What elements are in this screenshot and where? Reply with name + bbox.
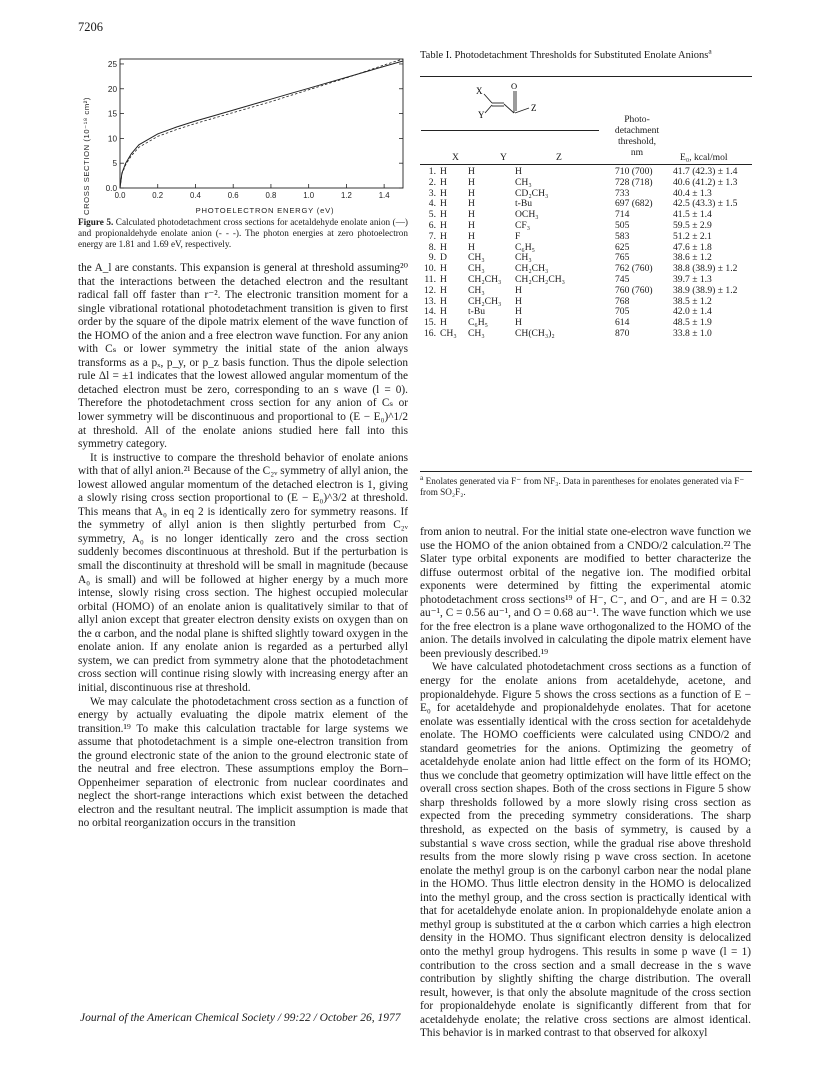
cell-z: t-Bu: [515, 198, 533, 210]
cell-y: CH₂CH₃: [468, 273, 502, 285]
cell-x: H: [440, 166, 447, 177]
cell-y: t-Bu: [468, 306, 486, 318]
cell-e0: 41.5 ± 1.4: [673, 209, 712, 221]
cell-y: H: [468, 219, 475, 231]
cell-threshold-nm: 625: [615, 241, 630, 253]
x-tick-label: 0.6: [227, 191, 239, 200]
x-tick-label: 1.4: [378, 191, 390, 200]
table-row: [420, 178, 752, 189]
cell-z: CH₃: [515, 252, 532, 264]
y-tick-label: 5: [112, 159, 117, 169]
cell-z: H: [515, 306, 522, 318]
x-tick-label: 1.0: [303, 191, 315, 200]
cell-y: CH₃: [468, 252, 485, 264]
cell-threshold-nm: 745: [615, 273, 630, 285]
series-line-solid: [120, 61, 403, 188]
cell-x: H: [440, 317, 447, 329]
cell-x: H: [440, 198, 447, 210]
cell-z: CH(CH₃)₂: [515, 327, 555, 339]
cell-e0: 59.5 ± 2.9: [673, 219, 712, 231]
row-number: 1.: [428, 166, 436, 177]
cell-x: H: [440, 176, 447, 188]
cell-x: H: [440, 230, 447, 242]
cell-threshold-nm: 705: [615, 306, 630, 318]
cell-y: CH₃: [468, 327, 485, 339]
cell-z: C₆H₅: [515, 241, 536, 253]
cell-threshold-nm: 870: [615, 327, 630, 339]
y-tick-label: 20: [107, 84, 117, 94]
cell-x: H: [440, 219, 447, 231]
cell-e0: 40.6 (41.2) ± 1.3: [673, 176, 738, 188]
cell-e0: 41.7 (42.3) ± 1.4: [673, 166, 738, 177]
structure-atom-o: O: [511, 81, 518, 91]
x-tick-label: 0.0: [114, 191, 126, 200]
cell-z: CH₃: [515, 176, 532, 188]
journal-footer: Journal of the American Chemical Society / 99:22 / October 26, 1977: [80, 1012, 401, 1024]
cell-x: H: [440, 284, 447, 296]
cell-x: H: [440, 295, 447, 307]
cell-threshold-nm: 614: [615, 317, 630, 329]
paragraph: We may calculate the photodetachment cross section as a function of energy by actually evaluating the dipole matrix element of the transition.¹⁹ To make this calculation tractable for large systems we assume that photodetachment is a simple one-electron transition from the ground electronic state of the anion to the ground electronic state of the neutral and free electron. These assumptions employ the Born–Oppenheimer separation of electronic from nuclear coordinates and neglect the short-range interactions which exist between the detached electron and the resultant neutral. The implicit assumption is made that no orbital reorganization occurs in the transition: [78, 695, 408, 830]
paragraph: the A_l are constants. This expansion is general at threshold assuming²⁰ that the interactions between the detached electron and the resultant radical fall off faster than r⁻². The electronic transition moment for a single vibrational rotational photodetachment transition is given to first order by the square of the dipole matrix element of the wave function of the HOMO of the anion and a free electron wave function. For any anion with Cₛ or lower symmetry the initial state of the anion always transforms as a pₓ, p_y, or p_z basis function. Thus the dipole selection rule Δl = ±1 indicates that the lowest allowed angular momentum of the detached electron must be zero, corresponding to an s wave (l = 0). Therefore the photodetachment cross section for any anion of Cₛ or lower symmetry will be discontinuous and proportional to (E − E₀)^1/2 at threshold. All of the enolate anions studied here fall into this symmetry category.: [78, 262, 409, 451]
row-number: 15.: [424, 317, 436, 329]
y-tick-labels: [106, 60, 118, 193]
table-caption-footnote-mark: a: [708, 46, 712, 56]
plot-frame: [120, 59, 403, 188]
table-bottom-rule: [420, 471, 752, 472]
cell-threshold-nm: 697 (682): [615, 198, 653, 210]
cell-z: H: [515, 166, 522, 177]
cell-z: CD₂CH₃: [515, 187, 549, 199]
structure-atom-z: Z: [531, 103, 537, 113]
cell-threshold-nm: 760 (760): [615, 284, 653, 296]
x-tick-label: 0.8: [265, 191, 277, 200]
cell-threshold-nm: 762 (760): [615, 263, 653, 275]
cell-y: CH₃: [468, 263, 485, 275]
row-number: 16.: [424, 327, 436, 339]
figure-caption: [78, 217, 408, 249]
table-row: [420, 286, 752, 297]
structure-atom-x: X: [476, 86, 483, 96]
figure-5-chart: [78, 48, 408, 218]
table-footnote-text: Enolates generated via F⁻ from NF₃. Data in parentheses for enolates generated via F⁻ from SO₂F₂.: [420, 476, 745, 497]
row-number: 13.: [424, 295, 436, 307]
table-row: [420, 329, 752, 340]
cell-z: CH₂CH₂CH₃: [515, 273, 566, 285]
cell-x: H: [440, 187, 447, 199]
cell-z: H: [515, 284, 522, 296]
cell-y: CH₃: [468, 284, 485, 296]
table-footnote: [420, 472, 750, 498]
paragraph: It is instructive to compare the threshold behavior of enolate anions with that of allyl anion.²¹ Because of the C₂ᵥ symmetry of allyl anion, the lowest allowed angular momentum of the detached electron is 1, giving a slowly rising cross section proportional to (E − E₀)^3/2 at threshold. This means that A₀ in eq 2 is identically zero for symmetry reasons. If the symmetry of allyl anion is then slightly perturbed from C₂ᵥ symmetry, A₀ is no longer identically zero and the cross section suddenly becomes discontinuous at threshold. But if the perturbation is small the discontinuity at threshold will be small in magnitude (because A₀ is small) and will be followed at higher energy by a much more intense, slowly rising cross section. The highest occupied molecular orbital (HOMO) of an enolate anion is qualitatively similar to that of allyl anion except that greater electron density exists on oxygen than on the α carbon, and the nodal plane is shifted slightly toward oxygen in the enolate anion. If any enolate anion is regarded as a perturbed allyl system, we can predict from symmetry alone that the photodetachment cross section will continue rising slowly with increasing energy after an initial, discontinuous rise at threshold.: [78, 451, 408, 694]
col-header-y: Y: [500, 152, 507, 163]
chart-curves: [120, 59, 403, 188]
x-tick-labels: [115, 191, 391, 200]
cell-e0: 40.4 ± 1.3: [673, 187, 712, 199]
chart-axes: [120, 59, 403, 188]
row-number: 5.: [428, 209, 436, 221]
table-row: [420, 232, 752, 243]
cell-x: CH₃: [440, 327, 457, 339]
cell-y: H: [468, 241, 475, 253]
cell-x: H: [440, 273, 447, 285]
cell-z: H: [515, 317, 522, 329]
header-rule-partial: [421, 130, 599, 131]
right-column-text: [420, 526, 751, 1041]
cell-e0: 33.8 ± 1.0: [673, 327, 712, 339]
series-line-dashed: [120, 59, 403, 188]
cell-threshold-nm: 728 (718): [615, 176, 653, 188]
page-number: 7206: [78, 20, 103, 34]
x-tick-label: 0.4: [190, 191, 201, 200]
cell-e0: 47.6 ± 1.8: [673, 241, 712, 253]
row-number: 6.: [428, 219, 436, 231]
cell-y: H: [468, 230, 475, 242]
cell-e0: 42.0 ± 1.4: [673, 306, 712, 318]
cell-threshold-nm: 768: [615, 295, 630, 307]
col-header-e0: E₀, kcal/mol: [680, 152, 728, 163]
x-tick-label: 0.2: [152, 191, 164, 200]
cell-y: H: [468, 209, 475, 221]
structure-atom-y: Y: [478, 110, 485, 120]
x-axis-label: PHOTOELECTRON ENERGY (eV): [195, 206, 335, 215]
cell-x: H: [440, 306, 447, 318]
cell-threshold-nm: 710 (700): [615, 166, 653, 177]
cell-x: H: [440, 241, 447, 253]
cell-e0: 38.5 ± 1.2: [673, 295, 712, 307]
y-tick-label: 25: [107, 59, 117, 69]
cell-e0: 42.5 (43.3) ± 1.5: [673, 198, 738, 210]
row-number: 11.: [424, 273, 436, 285]
col-header-z: Z: [556, 152, 562, 163]
cell-threshold-nm: 765: [615, 252, 630, 264]
row-number: 10.: [424, 263, 436, 275]
cell-e0: 39.7 ± 1.3: [673, 273, 712, 285]
threshold-header: Photo- detachment threshold, nm: [614, 114, 660, 158]
cell-z: F: [515, 230, 521, 242]
cell-y: C₆H₅: [468, 317, 489, 329]
table-footnote-mark: a: [420, 472, 424, 482]
row-number: 4.: [428, 198, 436, 210]
y-tick-label: 10: [107, 134, 117, 144]
cell-threshold-nm: 733: [615, 187, 630, 199]
y-tick-label: 15: [107, 109, 117, 119]
cell-e0: 38.6 ± 1.2: [673, 252, 712, 264]
cell-y: CH₂CH₃: [468, 295, 502, 307]
paragraph: from anion to neutral. For the initial state one-electron wave function we use the HOMO of the anion obtained from a CNDO/2 calculation.²² The Slater type orbital exponents are modified to better characterize the diffuse outermost orbital of the negative ion. The modified orbital exponents were determined by fitting the experimental atomic photodetachment cross sections¹⁹ of H⁻, C⁻, and O⁻, and are H = 0.32 au⁻¹, C = 0.56 au⁻¹, and O = 0.68 au⁻¹. The wave function which we use for the free electron is a plane wave orthogonalized to the HOMO of the anion. The details involved in calculating the dipole matrix element have been previously described.¹⁹: [420, 526, 751, 660]
cell-z: CH₂CH₃: [515, 263, 549, 275]
cell-threshold-nm: 505: [615, 219, 630, 231]
cell-e0: 38.9 (38.9) ± 1.2: [673, 284, 738, 296]
cell-x: D: [440, 252, 447, 264]
cell-threshold-nm: 583: [615, 230, 630, 242]
cell-x: H: [440, 209, 447, 221]
row-number: 8.: [428, 241, 436, 253]
header-bottom-rule: [420, 164, 752, 165]
table-top-rule: [420, 76, 752, 77]
cell-e0: 38.8 (38.9) ± 1.2: [673, 263, 738, 275]
table-caption: [420, 46, 750, 62]
col-header-x: X: [452, 152, 459, 163]
left-column-text: [78, 262, 408, 831]
paragraph: We have calculated photodetachment cross sections as a function of energy for the enolate anions from acetaldehyde, acetone, and propionaldehyde. Figure 5 shows the cross sections as a function of E − E₀ for acetaldehyde and propionaldehyde enolates. That for acetone enolate was essentially identical with the cross section for acetaldehyde enolate. The HOMO coefficients were calculated using CNDO/2 and standard geometries for the anions. Optimizing the geometry of acetaldehyde enolate anion had little effect on the form of its HOMO; thus we conclude that geometry optimization will have little effect on the overall cross section shapes. Both of the cross sections in Figure 5 show sharp thresholds followed by a more slowly rising cross section as expected from the preceding symmetry considerations. The sharp threshold, as expected on the basis of symmetry, is caused by a substantial s wave cross section, while the gradual rise above threshold results from the more slowly rising p wave cross section. In acetone enolate the methyl group is on the carbonyl carbon near the nodal plane in the HOMO. Thus little electron density in the HOMO is delocalized into the methyl group, and the cross section is practically identical with that for acetaldehyde enolate anion. In propionaldehyde enolate anion a methyl group is substituted at the α carbon which carries a high electron density in the HOMO. Thus significant electron density is delocalized onto the methyl group hydrogens. This results in some p wave (l = 1) contribution to the cross section and a small decrease in the s wave contribution by slightly shifting the charge distribution. The overall result, however, is that only the absolute magnitude of the cross section for propionaldehyde enolate is significantly different from that for acetaldehyde enolate; the relative cross sections are almost identical. This behavior is in marked contrast to that observed for alkoxyl: [420, 661, 751, 1040]
enolate-structure-diagram: [474, 80, 544, 124]
row-number: 2.: [428, 176, 436, 188]
row-number: 3.: [428, 187, 436, 199]
cell-e0: 51.2 ± 2.1: [673, 230, 712, 242]
cell-z: OCH₃: [515, 209, 539, 221]
cell-x: H: [440, 263, 447, 275]
y-axis-label: CROSS SECTION (10⁻¹⁸ cm²): [82, 97, 91, 215]
figure-caption-text: Calculated photodetachment cross sections for acetaldehyde enolate anion (—) and propionaldehyde enolate anion (- - -). The photon energies at zero photoelectron energy are 1.81 and 1.69 eV, respectively.: [78, 217, 408, 249]
y-tick-label: 0.0: [105, 184, 117, 193]
row-number: 14.: [424, 306, 436, 318]
cell-z: CF₃: [515, 219, 531, 231]
cell-y: H: [468, 187, 475, 199]
cell-y: H: [468, 176, 475, 188]
cell-z: H: [515, 295, 522, 307]
x-tick-label: 1.2: [340, 191, 352, 200]
threshold-table: [420, 167, 752, 340]
figure-caption-label: Figure 5.: [78, 217, 114, 227]
table-caption-text: Table I. Photodetachment Thresholds for Substituted Enolate Anions: [420, 50, 709, 61]
row-number: 9.: [428, 252, 436, 264]
row-number: 12.: [424, 284, 436, 296]
row-number: 7.: [428, 230, 436, 242]
cell-y: H: [468, 198, 475, 210]
cell-e0: 48.5 ± 1.9: [673, 317, 712, 329]
cell-threshold-nm: 714: [615, 209, 630, 221]
cell-y: H: [468, 166, 475, 177]
